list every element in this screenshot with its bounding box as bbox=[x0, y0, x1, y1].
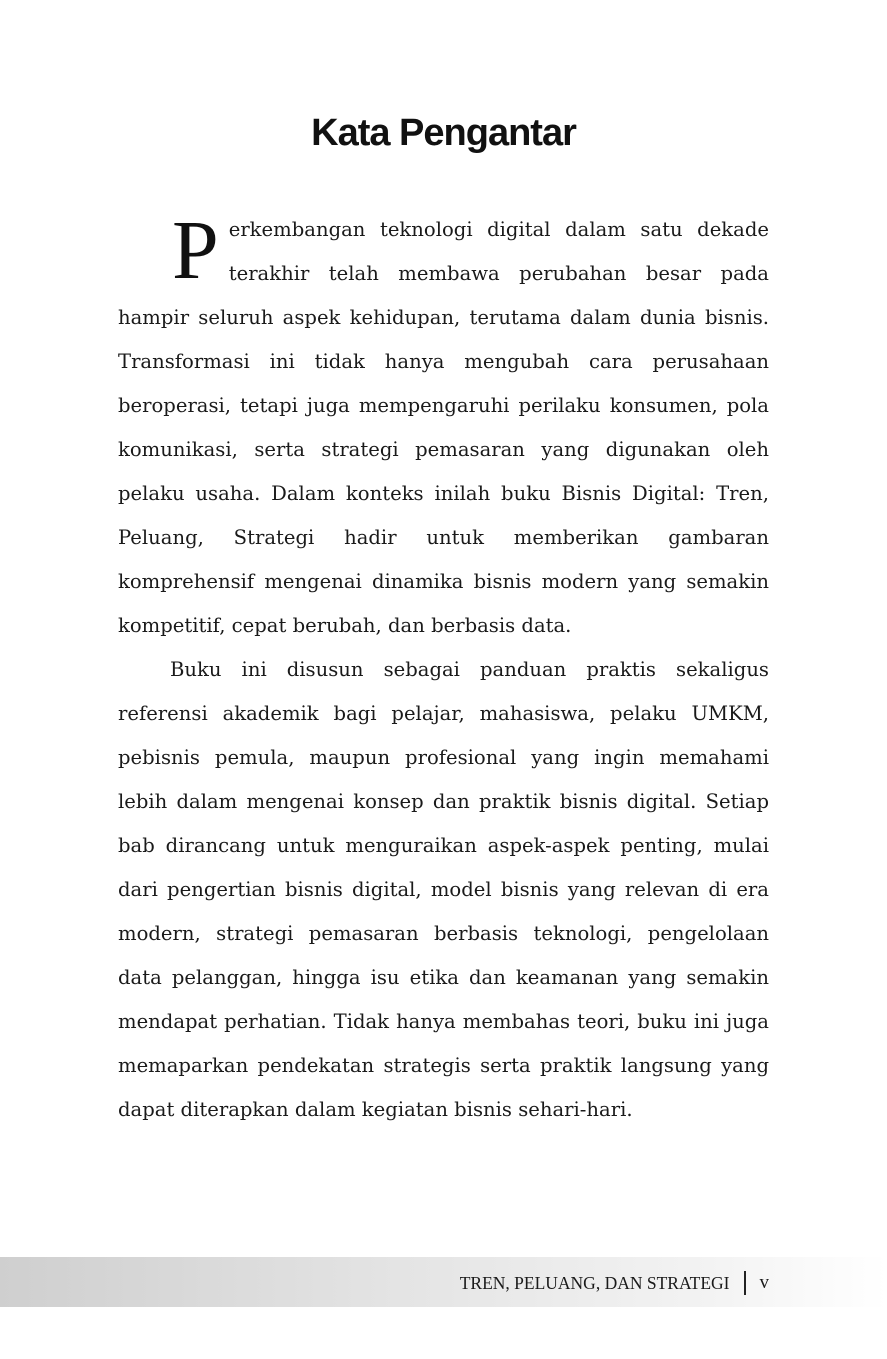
page-number: v bbox=[759, 1272, 769, 1293]
paragraph-1 bbox=[118, 204, 769, 648]
page-title: Kata Pengantar bbox=[311, 112, 576, 154]
running-title: TREN, PELUANG, DAN STRATEGI bbox=[459, 1272, 730, 1293]
footer-divider bbox=[744, 1271, 746, 1295]
running-footer bbox=[460, 1270, 769, 1296]
paragraph-2: Buku ini disusun sebagai panduan praktis sekaligus referensi akademik bagi pelajar, mahasiswa, pelaku UMKM, pebisnis pemula, maupun profesional yang ingin memahami lebih dalam mengenai konsep dan praktik bisnis digital. Setiap bab dirancang untuk menguraikan aspek-aspek penting, mulai dari pengertian bisnis digital, model bisnis yang relevan di era modern, strategi pemasaran berbasis teknologi, pengelolaan data pelanggan, hingga isu etika dan keamanan yang semakin mendapat perhatian. Tidak hanya membahas teori, buku ini juga memaparkan pendekatan strategis serta praktik langsung yang dapat diterapkan dalam kegiatan bisnis sehari-hari. bbox=[118, 658, 769, 1121]
paragraph-1-text: erkembangan teknologi digital dalam satu dekade terakhir telah membawa perubahan besar pada hampir seluruh aspek kehidupan, terutama dalam dunia bisnis. Transformasi ini tidak hanya mengubah cara perusahaan beroperasi, tetapi juga mempengaruhi perilaku konsumen, pola komunikasi, serta strategi pemasaran yang digunakan oleh pelaku usaha. Dalam konteks inilah buku Bisnis Digital: Tren, Peluang, Strategi hadir untuk memberikan gambaran komprehensif mengenai dinamika bisnis modern yang semakin kompetitif, cepat berubah, dan berbasis data. bbox=[118, 218, 769, 637]
drop-cap: P bbox=[172, 204, 219, 297]
body-text bbox=[118, 204, 769, 1132]
